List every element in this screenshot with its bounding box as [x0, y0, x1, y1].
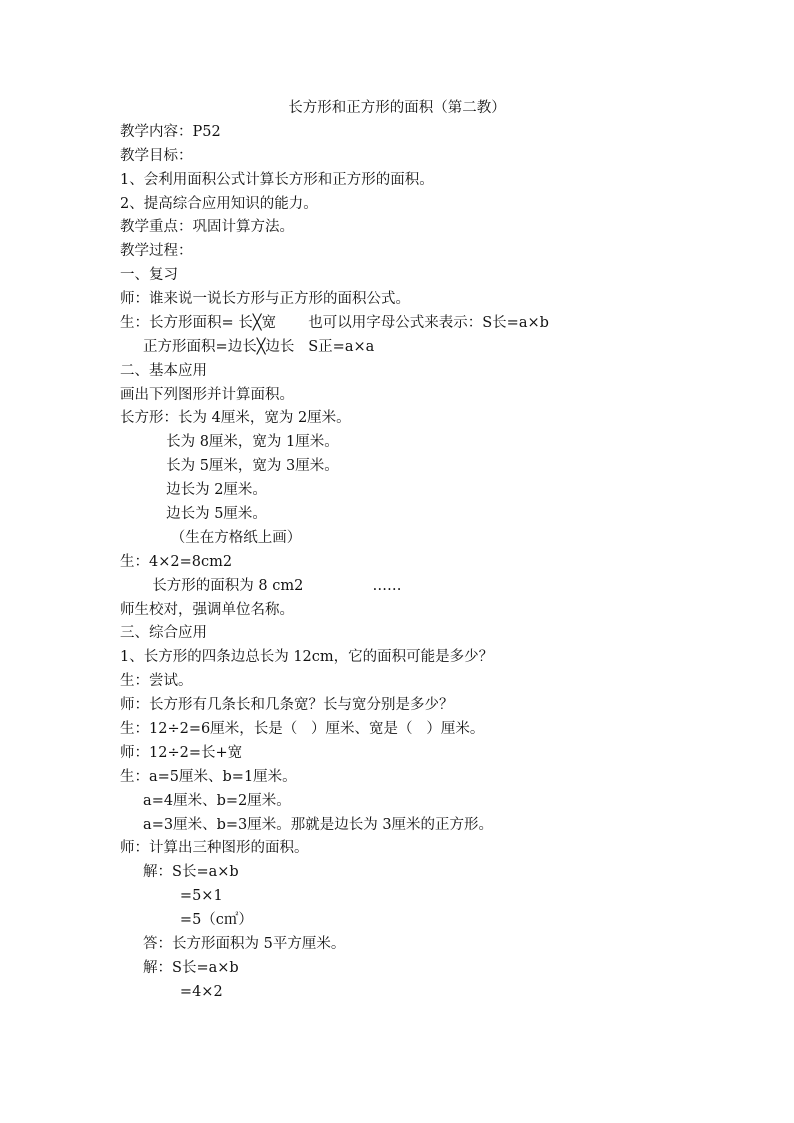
text-line: 长方形：长为 4厘米，宽为 2厘米。: [120, 410, 351, 426]
text-line: =5×1: [120, 888, 223, 904]
text-line: 教学过程：: [120, 243, 193, 259]
text-line: 生：a=5厘米、b=1厘米。: [120, 769, 297, 785]
text-line: 长方形的面积为 8 cm2 ……: [120, 578, 402, 594]
text-line: 二、基本应用: [120, 363, 207, 379]
text-line: 师：12÷2=长+宽: [120, 745, 243, 761]
text-line: 1、长方形的四条边总长为 12cm，它的面积可能是多少？: [120, 649, 494, 665]
text-line: =4×2: [120, 984, 223, 1000]
text-line: 1、会利用面积公式计算长方形和正方形的面积。: [120, 172, 434, 188]
text-line: 生：12÷2=6厘米，长是（ ）厘米、宽是（ ）厘米。: [120, 721, 485, 737]
text-line: 师：谁来说一说长方形与正方形的面积公式。: [120, 291, 410, 307]
text-line: 画出下列图形并计算面积。: [120, 387, 294, 403]
text-line: 生：长方形面积= 长╳宽 也可以用字母公式来表示：S长=a×b: [120, 315, 549, 331]
text-line: 生：4×2=8cm2: [120, 554, 233, 570]
text-line: 长为 8厘米，宽为 1厘米。: [120, 434, 339, 450]
text-line: a=4厘米、b=2厘米。: [120, 793, 291, 809]
text-line: 边长为 2厘米。: [120, 482, 267, 498]
text-line: 三、综合应用: [120, 625, 207, 641]
text-line: 教学内容：P52: [120, 124, 221, 140]
text-line: 教学目标：: [120, 148, 193, 164]
text-line: （生在方格纸上画）: [120, 530, 302, 546]
text-line: 生：尝试。: [120, 673, 193, 689]
text-line: 长为 5厘米，宽为 3厘米。: [120, 458, 339, 474]
text-line: 解：S长=a×b: [120, 864, 239, 880]
text-line: 教学重点：巩固计算方法。: [120, 219, 294, 235]
text-line: 师：计算出三种图形的面积。: [120, 840, 309, 856]
text-line: 一、复习: [120, 267, 178, 283]
text-line: 边长为 5厘米。: [120, 506, 267, 522]
text-line: 师：长方形有几条长和几条宽？长与宽分别是多少？: [120, 697, 454, 713]
text-line: a=3厘米、b=3厘米。那就是边长为 3厘米的正方形。: [120, 817, 494, 833]
text-line: 答：长方形面积为 5平方厘米。: [120, 936, 346, 952]
text-line: =5（c㎡）: [120, 912, 253, 928]
document-title: 长方形和正方形的面积（第二教）: [288, 100, 506, 116]
text-line: 师生校对，强调单位名称。: [120, 602, 294, 618]
text-line: 解：S长=a×b: [120, 960, 239, 976]
text-line: 正方形面积=边长╳边长 S正=a×a: [120, 339, 375, 355]
text-line: 2、提高综合应用知识的能力。: [120, 196, 318, 212]
